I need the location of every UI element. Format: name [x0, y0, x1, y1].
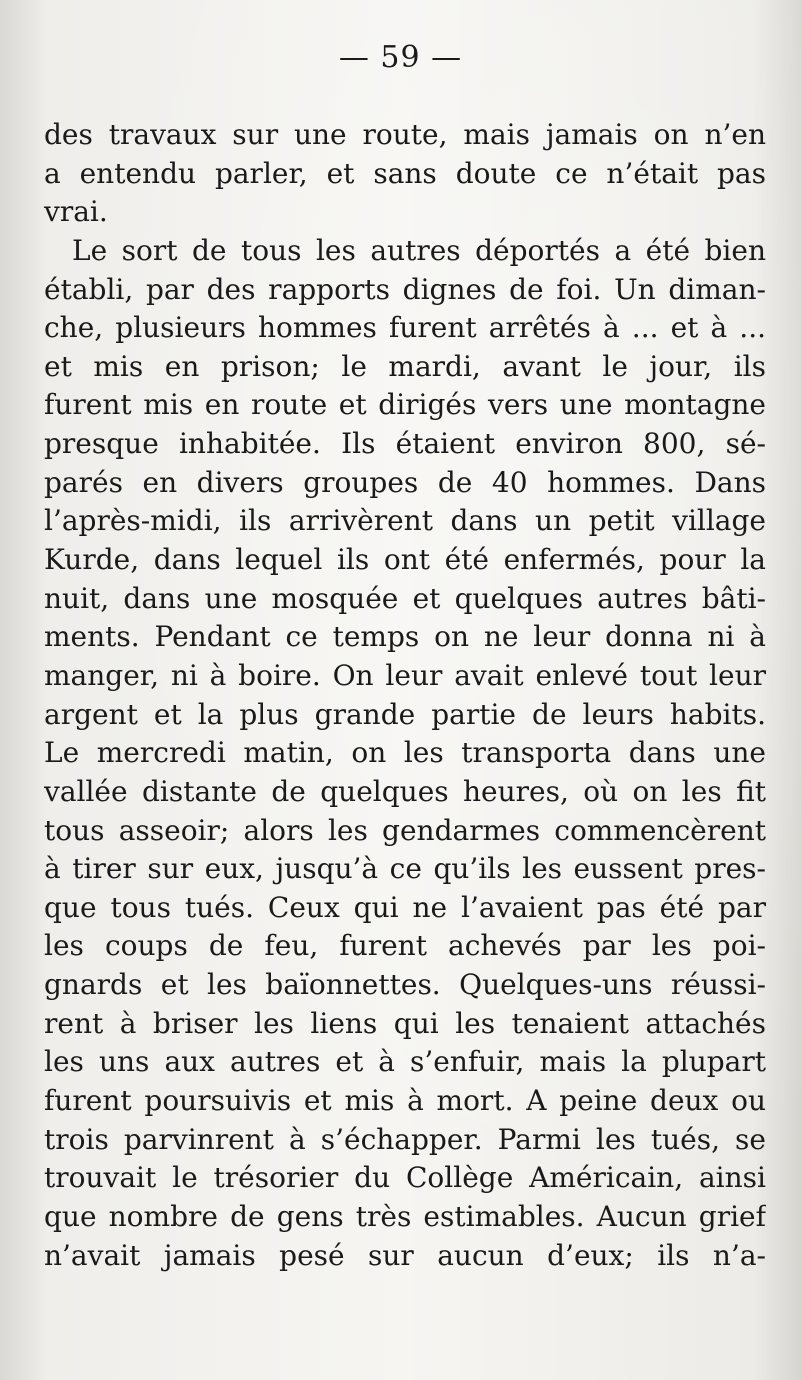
text-line: que tous tués. Ceux qui ne l’avaient pas été par — [44, 890, 766, 924]
text-line: vallée distante de quelques heures, où on les fit — [44, 774, 766, 808]
text-line: nuit, dans une mosquée et quelques autres bâti- — [44, 581, 766, 615]
text-line: furent poursuivis et mis à mort. A peine deux ou — [44, 1084, 766, 1118]
text-line: manger, ni à boire. On leur avait enlevé tout leur — [44, 658, 766, 692]
text-line: les uns aux autres et à s’enfuir, mais la plupart — [44, 1045, 766, 1079]
text-line: les coups de feu, furent achevés par les poi- — [44, 929, 766, 963]
page-number: — 59 — — [338, 40, 463, 75]
text-line: vrai. — [44, 195, 108, 229]
text-line: trouvait le trésorier du Collège Américain, ainsi — [44, 1161, 766, 1195]
text-line: presque inhabitée. Ils étaient environ 800, sé- — [44, 427, 766, 461]
text-line: des travaux sur une route, mais jamais on n’en — [44, 118, 766, 151]
text-line: Le mercredi matin, on les transporta dans une — [44, 736, 766, 770]
text-line: trois parvinrent à s’échapper. Parmi les tués, se — [44, 1122, 766, 1156]
body-text — [44, 116, 766, 1275]
text-line: gnards et les baïonnettes. Quelques-uns réussi- — [44, 968, 766, 1002]
text-line: ments. Pendant ce temps on ne leur donna ni à — [44, 620, 766, 654]
text-line: à tirer sur eux, jusqu’à ce qu’ils les eussent pres- — [44, 852, 766, 886]
text-line: argent et la plus grande partie de leurs habits. — [44, 697, 766, 731]
paragraph-first-line: Le sort de tous les autres déportés a été bien — [72, 233, 766, 267]
text-line: et mis en prison; le mardi, avant le jour, ils — [44, 349, 766, 383]
text-line: l’après-midi, ils arrivèrent dans un petit village — [44, 504, 766, 538]
text-line: n’avait jamais pesé sur aucun d’eux; ils n’a- — [44, 1238, 766, 1272]
text-line: furent mis en route et dirigés vers une montagne — [44, 388, 766, 422]
text-line: rent à briser les liens qui les tenaient attachés — [44, 1006, 766, 1040]
text-line: que nombre de gens très estimables. Aucun grief — [44, 1199, 766, 1233]
text-line: a entendu parler, et sans doute ce n’était pas — [44, 156, 766, 190]
text-line: établi, par des rapports dignes de foi. Un diman- — [44, 272, 766, 306]
text-line: tous asseoir; alors les gendarmes commencèrent — [44, 813, 766, 847]
text-line: parés en divers groupes de 40 hommes. Dans — [44, 465, 766, 499]
text-line: che, plusieurs hommes furent arrêtés à ... et à ... — [44, 311, 766, 345]
text-line: Kurde, dans lequel ils ont été enfermés, pour la — [44, 543, 766, 577]
